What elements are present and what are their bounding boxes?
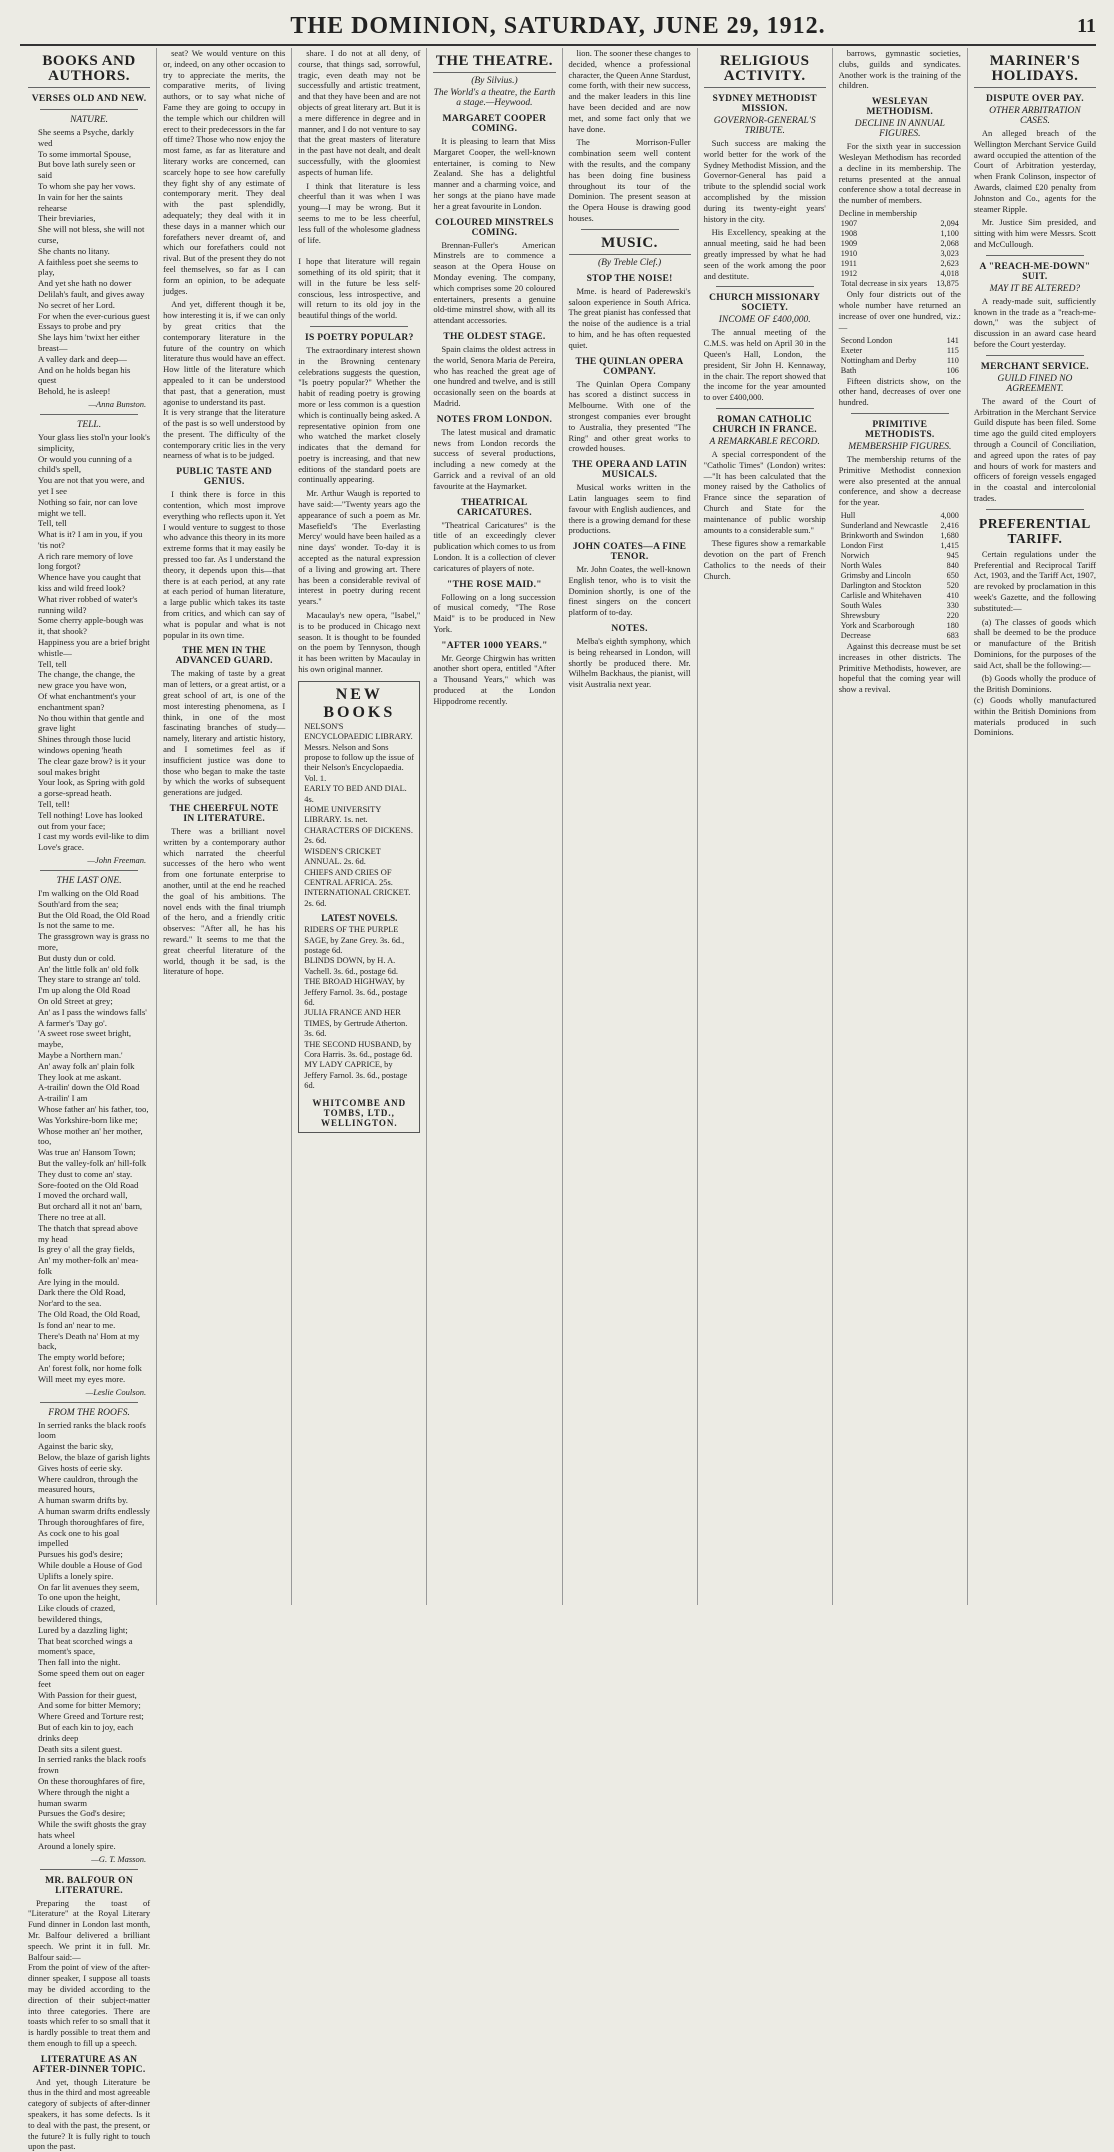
table-cell-label: 1909: [840, 239, 858, 249]
poem-text: She seems a Psyche, darkly wed To some immortal Spouse, But bove lath surely seen or said To whom she pay her vows. In vain for her the saints rehearse Their breviaries, She will not bless, she will not curse, She chants no litany. A faithless poet she seems to play, And yet she hath no dower Delilah's fault, and gives away No secret of her Lord. For when the ever-curious guest Essays to probe and pry She lays him 'twixt her either breast— A valley dark and deep— And on he holds began his quest Behold, he is asleep!: [38, 127, 150, 397]
section-title: THE THEATRE.: [433, 54, 555, 73]
item-subtitle: INCOME OF £400,000.: [718, 315, 811, 326]
table-label: Decline in membership: [838, 208, 917, 218]
list-item: RIDERS OF THE PURPLE SAGE, by Zane Grey. 3s. 6d., postage 6d.: [304, 925, 405, 955]
table-cell-label: Shrewsbury: [840, 610, 880, 620]
table-cell-value: 115: [946, 345, 959, 355]
divider: [851, 413, 949, 414]
table-row: [839, 249, 961, 259]
decrease-row: [839, 631, 961, 641]
item-title: CHURCH MISSIONARY SOCIETY.: [709, 293, 821, 314]
list-item: NELSON'S ENCYCLOPAEDIC LIBRARY. Messrs. Nelson and Sons propose to follow up the issue of their Nelson's Encyclopaedia. Vol. 1.: [304, 721, 415, 783]
article-text: Preparing the toast of "Literature" at the Royal Literary Fund dinner in London last month, Mr. Balfour delivered a brilliant speech. We print it in full. Mr. Balfour said:— From the point of view of the after-dinner speaker, I suppose all toasts may be divided according to the direction of their subject-matter into three categories. There are toasts which refer to so small that it is hardly possible to treat them and them enough to fill up a speech.: [28, 1897, 151, 2048]
item-text: Mme. is heard of Paderewski's saloon experience in South Africa. The great pianist has confessed that the noise of the audience is a trial to him, and he has often requested quiet.: [568, 285, 691, 350]
poem-title: NATURE.: [70, 115, 109, 125]
poem-title: TELL.: [77, 419, 102, 430]
column-poetry-and-books: [291, 48, 426, 1605]
table-row: [839, 571, 961, 581]
table-cell-label: Exeter: [840, 345, 863, 355]
divider: [40, 1402, 138, 1403]
table-cell-value: 180: [946, 620, 959, 630]
column-mariners-holidays: [967, 48, 1102, 1605]
table-cell-value: 1,680: [940, 530, 959, 540]
section-title: BOOKS AND AUTHORS.: [28, 54, 150, 88]
item-text: Mr. George Chirgwin has written another short opera, entitled "After a Thousand Years," which was produced at the London Hippodrome recently.: [433, 652, 556, 706]
novels-list: [304, 925, 414, 1092]
table-cell-label: Grimsby and Lincoln: [840, 570, 911, 580]
table-cell-label: Brinkworth and Swindon: [840, 530, 924, 540]
table-cell-value: 220: [946, 610, 959, 620]
primitive-table: [839, 511, 961, 631]
masthead: [20, 8, 1096, 46]
membership-table: [839, 219, 961, 279]
table-cell-value: 410: [946, 590, 959, 600]
poem-author: —John Freeman.: [87, 855, 147, 865]
list-item: CHIEFS AND CRIES OF CENTRAL AFRICA. 25s.: [304, 867, 393, 887]
byline: (By Silvius.): [471, 76, 518, 86]
article-text: The making of taste by a great man of letters, or a great artist, or a great school of art, is one of the most interesting phenomena, as I think, in one of the most fascinating branches of study—namely, literary and artistic history, and I sometimes feel as if insufficient justice was done to those who began to make the taste by which the works of subsequent generations are judged.: [163, 668, 286, 798]
item-text: The award of the Court of Arbitration in the Merchant Service Guild dispute has been filed. Some time ago the guild cited employers through a Council of Conciliation, and agreed upon the rates of pay and hours of work for masters and officers of foreign vessels engaged in the coastal and intercolonial trades.: [973, 395, 1096, 503]
table-cell-label: Carlisle and Whitehaven: [840, 590, 922, 600]
item-title: DISPUTE OVER PAY.: [985, 94, 1084, 104]
item-subtitle: DECLINE IN ANNUAL FIGURES.: [854, 119, 945, 140]
table-cell-label: Norwich: [840, 550, 870, 560]
column-religious-activity: [697, 48, 832, 1605]
list-item: WISDEN'S CRICKET ANNUAL. 2s. 6d.: [304, 846, 381, 867]
table-row: [839, 581, 961, 591]
table-cell-label: 1910: [840, 249, 858, 259]
article-title: IS POETRY POPULAR?: [304, 332, 414, 343]
item-text: lion. The sooner these changes to decided, whence a professional character, the Queen Anne Stardust, come forth, with their new success, and the maker leaders in this line have been decided and are now met, and some fact only that we have done.: [568, 48, 691, 134]
item-text: The Quinlan Opera Company has scored a distinct success in Melbourne. With one of the strongest companies ever brought to Australia, they presented "The Ring" and other great works to crowded houses.: [568, 378, 691, 454]
item-text: For the sixth year in succession Wesleyan Methodism has recorded a decline in its membership. The returns presented at the annual conference show a total decrease in the number of members.: [838, 141, 961, 206]
byline: (By Treble Clef.): [597, 257, 662, 268]
item-title: ROMAN CATHOLIC CHURCH IN FRANCE.: [712, 414, 817, 435]
divider: [716, 286, 814, 287]
table-cell-value: 945: [946, 550, 959, 560]
item-title: MERCHANT SERVICE.: [980, 361, 1089, 372]
item-text: It is pleasing to learn that Miss Margaret Cooper, the well-known entertainer, is coming to New Zealand. She has a delightful manner and a charming voice, and her songs at the piano have made her a great favourite in London.: [433, 136, 556, 211]
item-title: SYDNEY METHODIST MISSION.: [712, 94, 817, 114]
article-text: There was a brilliant novel written by a contemporary author which narrated the cheerful successes of the hero who went from one fortunate enterprise to another, until at the end he reached the goal of his ambitions. The novel ends with the final triumph of the hero, and a friendly critic observes: "After all, he has his reward." It seems to me that the great cheerful literature of the world, though it be sad, is the literature of hope.: [163, 826, 286, 977]
divider: [986, 255, 1084, 256]
quote: The World's a theatre, the Earth a stage.—Heywood.: [433, 88, 556, 108]
divider: [986, 355, 1084, 356]
table-row: [839, 366, 961, 376]
table-cell-value: 2,094: [940, 219, 959, 229]
item-text: Melba's eighth symphony, which is being rehearsed in London, will shortly be produced there. Mr. Wilhelm Backhaus, the pianist, will visit Australia next year.: [568, 636, 691, 690]
ad-title: NEW BOOKS: [323, 685, 396, 721]
table-row: [839, 541, 961, 551]
table-cell-value: 650: [946, 570, 959, 580]
table-row: [839, 356, 961, 366]
table-cell-value: 330: [946, 600, 959, 610]
table-cell-value: 1,100: [940, 229, 959, 239]
columns: [22, 48, 1102, 2152]
item-title: "THE ROSE MAID.": [447, 579, 542, 590]
item-title: JOHN COATES—A FINE TENOR.: [572, 542, 687, 563]
divider: [40, 870, 138, 871]
total-label: Total decrease in six years: [840, 279, 928, 289]
table-row: [839, 346, 961, 356]
item-title: A "REACH-ME-DOWN" SUIT.: [979, 261, 1091, 282]
section-title: MUSIC.: [569, 236, 691, 255]
table-cell-label: South Wales: [840, 600, 882, 610]
item-text: Against this decrease must be set increases in other districts. The Primitive Methodists, however, are hopeful that the coming year will show a revival.: [838, 640, 961, 695]
poem-text: I'm walking on the Old Road South'ard from the sea; But the Old Road, the Old Road Is not the same to me. The grassgrown way is grass no more, But dusty dun or cold. An' the little folk an' old folk They stare to strange an' told. I'm up along the Old Road On old Street at grey; An' as I pass the windows falls' A farmer's 'Day go'. 'A sweet rose sweet bright, maybe, Maybe a Northern man.' An' away folk an' plain folk They look at me askant. A-trailin' down the Old Road A-trailin' I am Whose father an' his father, too, Was Yorkshire-born like me; Whose mother an' her mother, too, Was true an' Hansom Town; But the valley-folk an' hill-folk They dust to come an' stay. Sore-footed on the Old Road I moved the orchard wall, But orchard all it not an' barn, There no tree at all. The thatch that spread above my head Is grey o' all the gray fields, An' my mother-folk an' mea-folk Are lying in the mould. Dark there the Old Road, Nor'ard to the sea. The Old Road, the Old Road, Is fond an' near to me. There's Death na' Hom at my back, The empty world before; An' forest folk, nor home folk Will meet my eyes more.: [38, 888, 150, 1384]
poem-text: Your glass lies stol'n your look's simplicity, Or would you cunning of a child's spell, You are not that you were, and yet I see Nothing so fair, nor can love might we tell. Tell, tell What is it? I am in you, if you 'tis not? A rich rare memory of love long forgot? Whence have you caught that kiss and wild freed look? What river robbed of water's running wild? Some cherry apple-bough was it, that shook? Happiness you are a brief bright whistle— Tell, tell The change, the change, the new grace you have won, Of what enchantment's your enchantment span? No thou within that gentle and grave light Shines through those lucid windows opening 'heath The clear gaze brow? is it your soul makes bright Your look, as Spring with gold a gorse-spread heath. Tell, tell! Tell nothing! Love has looked out from your face; I cast my words evil-like to dim Love's grace.: [38, 431, 151, 853]
item-text: Certain regulations under the Preferential and Reciprocal Tariff Act, 1903, and the Tariff Act, 1907, are revoked by proclamation in this week's Gazette, and the following substituted:—: [973, 548, 1096, 613]
list-item: EARLY TO BED AND DIAL. 4s.: [304, 784, 407, 804]
table-cell-value: 520: [946, 580, 959, 590]
column-music: [562, 48, 697, 1605]
column-methodism: [832, 48, 967, 1605]
item-title: STOP THE NOISE!: [586, 273, 673, 284]
article-text: And yet, different though it be, how interesting it is, if we can only by great critics that the contemporary literature in the future of the country on which literature thus would have an effect. How little of the literature which appealed to it can be understood that past, that a generation, must agonise to understand its past. It is very strange that the literature of the past is so well understood by the present. The difficulty of the contemporary critic lies in the very nearness of what is to be judged.: [163, 299, 286, 461]
item-subtitle: GOVERNOR-GENERAL'S TRIBUTE.: [713, 116, 816, 136]
item-text: Following on a long succession of musical comedy, "The Rose Maid" is to be produced in New York.: [433, 591, 556, 634]
section-title: MARINER'S HOLIDAYS.: [974, 54, 1096, 88]
article-subtitle: THE MEN IN THE ADVANCED GUARD.: [175, 646, 273, 667]
table-row: [839, 219, 961, 229]
item-title: MARGARET COOPER COMING.: [442, 114, 547, 134]
article-text: Mr. Arthur Waugh is reported to have said:—"Twenty years ago the appearance of such a poem as Mr. Masefield's 'The Everlasting Mercy' would have been hailed as a nine days' wonder. To-day it is accepted as the natural expression of a living and growing art. There has been a considerable revival of interest in poetry during recent years.": [298, 488, 421, 607]
item-title: THE OPERA AND LATIN MUSICALS.: [572, 460, 688, 481]
column-books-and-authors: [22, 48, 156, 2152]
item-text: barrows, gymnastic societies, clubs, guilds and syndicates. Another work is the training of the children.: [838, 48, 961, 91]
page-number: 11: [1077, 14, 1096, 37]
article-text: Macaulay's new opera, "Isabel," is to be produced in Chicago next season. It is thought to be founded on the poem by Tennyson, though it has been written by Macaulay in his own original manner.: [298, 610, 421, 675]
list-item: INTERNATIONAL CRICKET. 2s. 6d.: [304, 888, 411, 908]
item-text: Musical works written in the Latin languages seem to find favour with English audiences, and there is a growing demand for these productions.: [568, 482, 691, 536]
table-cell-value: 3,023: [940, 249, 959, 259]
poem-title: FROM THE ROOFS.: [48, 1407, 130, 1418]
item-text: Fifteen districts show, on the other hand, decreases of over one hundred.: [838, 375, 961, 408]
table-cell-value: 2,623: [940, 259, 959, 269]
item-title: COLOURED MINSTRELS COMING.: [435, 217, 554, 238]
divider: [716, 408, 814, 409]
poem-section-title: VERSES OLD AND NEW.: [31, 94, 147, 104]
table-row: [839, 551, 961, 561]
item-text: A special correspondent of the "Catholic Times" (London) writes:—"It has been calculated that the money raised by the Catholics of France since the separation of Church and State for the maintenance of public worship amounts to a considerable sum.": [703, 448, 826, 535]
item-subtitle: MAY IT BE ALTERED?: [989, 283, 1081, 294]
table-cell-label: 1908: [840, 229, 858, 239]
divider: [40, 109, 138, 110]
table-row: [839, 591, 961, 601]
table-cell-label: London First: [840, 540, 884, 550]
item-text: "Theatrical Caricatures" is the title of an exceedingly clever publication which comes to us from London. It is a collection of clever caricatures of players of note.: [433, 519, 556, 573]
publisher: WHITCOMBE AND TOMBS, LTD., WELLINGTON.: [312, 1097, 407, 1128]
decrease-value: 683: [946, 630, 959, 640]
books-list: [304, 722, 414, 909]
item-text: (a) The classes of goods which shall be deemed to be the produce or manufacture of the British Dominions, for the purposes of the said Act, shall be the following:—: [973, 616, 1096, 670]
article-text: And yet, though Literature be thus in the third and most agreeable category of subjects of after-dinner speakers, it has some defects. Is it to deal with the past, the present, or the future? It is fully right to touch upon the past.: [28, 2076, 151, 2152]
item-text: Brennan-Fuller's American Minstrels are to commence a season at the Opera House on Monday evening. The company, which comprises some 20 coloured entertainers, presents a genuine old-time minstrel show, with all its attendant accessories.: [433, 239, 556, 326]
section-title: RELIGIOUS ACTIVITY.: [704, 54, 826, 88]
table-row: [839, 269, 961, 279]
item-title: "AFTER 1000 YEARS.": [441, 640, 548, 651]
article-title: MR. BALFOUR ON LITERATURE.: [45, 1875, 133, 1896]
table-row: [839, 531, 961, 541]
table-row: [839, 561, 961, 571]
article-text: I think there is force in this contention, which most improve everything who reflects upon it. Yet I would venture to suggest to those who advance this theory in its more extreme forms that it may easily be pressed too far. As I understand the theory, it depends upon this—that there is at each period, at any rate at each period of human literature, a large public which takes its taste from critics, and which can say of what is popular and what is not popular in its own time.: [163, 489, 286, 640]
item-text: A ready-made suit, sufficiently known in the trade as a "reach-me-down," was the subject of discussion in an award case heard before the Court yesterday.: [973, 295, 1096, 349]
table-cell-value: 2,068: [940, 239, 959, 249]
article-subtitle: PUBLIC TASTE AND GENIUS.: [176, 467, 273, 488]
item-subtitle: OTHER ARBITRATION CASES.: [989, 106, 1081, 126]
item-text: These figures show a remarkable devotion on the part of French Catholics to the needs of their Church.: [703, 538, 826, 581]
table-cell-label: 1907: [840, 219, 858, 229]
item-text: An alleged breach of the Wellington Merchant Service Guild award occupied the attention of the Court of Arbitration yesterday, when Frank Colinson, inspector of Awards, claimed £20 penalty from Johnston and Co., agents for the steamer Ripple.: [973, 128, 1096, 214]
item-subtitle: MEMBERSHIP FIGURES.: [848, 441, 952, 452]
table-row: [839, 611, 961, 621]
table-cell-value: 840: [946, 560, 959, 570]
table-cell-label: Nottingham and Derby: [840, 355, 917, 365]
poem-author: —Anna Bunston.: [88, 398, 147, 409]
table-row: [839, 259, 961, 269]
item-title: WESLEYAN METHODISM.: [866, 97, 934, 118]
table-cell-label: York and Scarborough: [840, 620, 915, 630]
article-text: I think that literature is less cheerful than it was when I was young—I may be wrong. But it seems to me to be less cheerful, less full of the wholesome gladness of life. I hope that literature will regain something of its old spirit; that it will in the future be less self-conscious, less introspective, and will return to its old joy in the beautiful things of the world.: [298, 180, 421, 321]
table-cell-label: Bath: [840, 365, 857, 375]
item-title: THE OLDEST STAGE.: [443, 331, 546, 342]
list-item: MY LADY CAPRICE, by Jeffery Farnol. 3s. 6d., postage 6d.: [304, 1060, 408, 1091]
newspaper-title: THE DOMINION, SATURDAY, JUNE 29, 1912.: [290, 12, 826, 39]
item-text: The Morrison-Fuller combination seem well content with the results, and the company has been doing fine business throughout its tour of the Dominion. The present season at the Opera House is drawing good houses.: [568, 137, 691, 223]
decrease-label: Decrease: [840, 630, 871, 640]
advertisement-new-books: [298, 681, 420, 1133]
item-text: Spain claims the oldest actress in the world, Senora Maria de Pereira, who has reached the great age of one hundred and twelve, and is still occasionally seen on the boards at Madrid.: [433, 343, 556, 408]
item-title: THE QUINLAN OPERA COMPANY.: [575, 356, 684, 377]
item-title: THEATRICAL CARICATURES.: [456, 497, 532, 518]
ad-subtitle: LATEST NOVELS.: [321, 913, 398, 924]
poem-text: In serried ranks the black roofs loom Against the baric sky, Below, the blaze of garish lights Gives hosts of eerie sky. Where cauldron, through the measured hours, A human swarm drifts by. A human swarm drifts endlessly Through thoroughfares of fire, As cock one to his goal impelled Pursues his god's desire; While double a House of God Uplifts a lonely spire. On far lit avenues they seem, To one upon the height, Like clouds of crazed, bewildered things, Lured by a dazzling light; That beat scorched wings a moment's space, Then fall into the night. Some speed them out on eager feet With Passion for their guest, And some for bitter Memory; Where Greed and Torture rest; But of each kin to joy, each drinks deep Death sits a silent guest. In serried ranks the black roofs frown On these thoroughfares of fire, Where through the night a human swarm Pursues the God's desire; While the swift ghosts the gray hats wheel Around a lonely spire.: [38, 1419, 150, 1851]
table-cell-value: 4,018: [940, 269, 959, 279]
item-title: NOTES.: [611, 624, 648, 635]
article-text: seat? We would venture on this or, indeed, on any other occasion to try to appreciate the merits, the comparative merits, of living authors, or to say what niche of Fame they are going to occupy in the temple which our children will erect to their predecessors in the far off time? Those who now enjoy the most fame, as far as literature and literary works are concerned, can scarcely hope to see how carefully they fight shy of any estimate of contemporary merit. They deal with the past splendidly, adequately; they deal with it in these days in a manner which our forefathers never dreamt of, and which our forefathers could not rival. But of the present they do not feel themselves, so far as I can form an opinion, to be adequate judges.: [163, 48, 286, 296]
table-cell-label: 1912: [840, 269, 858, 279]
item-text: (b) Goods wholly the produce of the British Dominions. (c) Goods wholly manufactured within the British Dominions from materials produced in such Dominions.: [973, 673, 1096, 738]
item-text: His Excellency, speaking at the annual meeting, said he had been greatly impressed by what he had seen of the work among the poor and destitute.: [703, 227, 826, 281]
table-cell-label: Hull: [840, 510, 856, 520]
article-text: The extraordinary interest shown in the Browning centenary celebrations suggests the question, "Is poetry popular?" Whether the habit of reading poetry is growing more or less common is a question which is continually being asked. A representative opinion from one who watched the market closely indicates that the demand for poetry is increasing, and that new editions of the standard poets are continually appearing.: [298, 344, 421, 485]
item-text: Mr. Justice Sim presided, and sitting with him were Messrs. Scott and McCullough.: [973, 217, 1096, 249]
article-text: share. I do not at all deny, of course, that things sad, sorrowful, tragic, even death may not be successfully and artistic treatment, and that they have been and are not objects of great literary art. But it is a mere difference in degree and in manner, and I do not venture to say that the great masters of literature in the past have not dealt, and dealt successfully, with the gloomiest aspects of human life.: [298, 48, 421, 177]
table-cell-value: 106: [946, 365, 959, 375]
column-balfour-continued: [156, 48, 291, 1605]
item-subtitle: A REMARKABLE RECORD.: [709, 436, 820, 447]
table-row: [839, 601, 961, 611]
list-item: JULIA FRANCE AND HER TIMES, by Gertrude Atherton. 3s. 6d.: [304, 1008, 408, 1039]
table-cell-value: 110: [946, 355, 959, 365]
table-row: [839, 239, 961, 249]
table-cell-value: 141: [946, 335, 959, 345]
divider: [40, 414, 138, 415]
table-cell-label: Sunderland and Newcastle: [840, 520, 929, 530]
item-text: The latest musical and dramatic news from London records the success of several productions, including a new comedy at the Garrick and a revival of an old favourite at the Haymarket.: [433, 426, 556, 491]
list-item: THE BROAD HIGHWAY, by Jeffery Farnol. 3s. 6d., postage 6d.: [304, 977, 408, 1007]
table-cell-label: Second London: [840, 335, 893, 345]
total-row: [839, 279, 961, 289]
total-value: 13,875: [936, 279, 959, 289]
divider: [310, 326, 408, 327]
list-item: HOME UNIVERSITY LIBRARY. 1s. net.: [304, 805, 381, 825]
table-row: [839, 511, 961, 521]
table-cell-label: Darlington and Stockton: [840, 580, 922, 590]
poem-author: —Leslie Coulson.: [85, 1386, 147, 1397]
list-item: BLINDS DOWN, by H. A. Vachell. 3s. 6d., postage 6d.: [304, 956, 398, 976]
item-subtitle: GUILD FINED NO AGREEMENT.: [997, 373, 1073, 394]
table-cell-label: 1911: [840, 259, 857, 269]
poem-title: THE LAST ONE.: [56, 876, 122, 886]
item-text: The annual meeting of the C.M.S. was held on April 30 in the Queen's Hall, London, the president, Sir John H. Kennaway, in the chair. The report showed that the income for the year amounted to over £400,000.: [703, 327, 826, 403]
article-subtitle: THE CHEERFUL NOTE IN LITERATURE.: [169, 804, 279, 824]
item-text: The membership returns of the Primitive Methodist connexion were also presented at the annual conference, and show a decrease for the year.: [838, 453, 961, 508]
item-title: PRIMITIVE METHODISTS.: [865, 419, 935, 440]
list-item: CHARACTERS OF DICKENS. 2s. 6d.: [304, 825, 413, 846]
item-text: Only four districts out of the whole number have returned an increase of over one hundred, viz.:—: [838, 289, 961, 332]
table-cell-value: 1,415: [940, 540, 959, 550]
article-subtitle: LITERATURE AS AN AFTER-DINNER TOPIC.: [32, 2054, 146, 2075]
table-row: [839, 621, 961, 631]
item-text: Such success are making the world better for the work of the Sydney Methodist Mission, and the Governor-General has paid a tribute to the splendid social work accomplished by the mission during its twenty-eight years' history in the city.: [703, 138, 826, 224]
table-row: [839, 229, 961, 239]
list-item: THE SECOND HUSBAND, by Cora Harris. 3s. 6d., postage 6d.: [304, 1039, 413, 1060]
item-text: Mr. John Coates, the well-known English tenor, who is to visit the Dominion shortly, is one of the finest singers on the concert platform of to-day.: [568, 564, 691, 618]
poem-author: —G. T. Masson.: [91, 1853, 147, 1864]
divider: [40, 1869, 138, 1870]
divider: [986, 509, 1084, 510]
divider: [581, 229, 679, 230]
districts-table: [839, 336, 961, 376]
table-cell-value: 2,416: [940, 520, 959, 530]
table-row: [839, 521, 961, 531]
column-theatre: [426, 48, 561, 1605]
item-title: NOTES FROM LONDON.: [436, 414, 553, 425]
table-row: [839, 336, 961, 346]
table-cell-value: 4,000: [940, 510, 959, 520]
item-title: PREFERENTIAL TARIFF.: [979, 515, 1091, 546]
table-cell-label: North Wales: [840, 560, 882, 570]
